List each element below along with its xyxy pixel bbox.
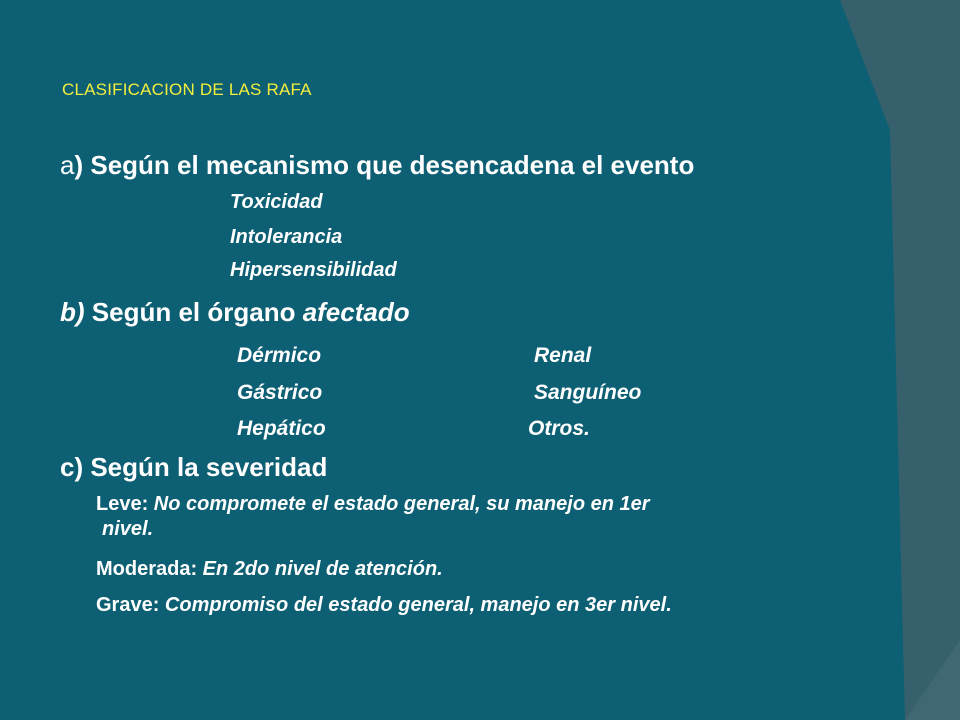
organ-item: Otros. [528, 417, 590, 440]
section-a-heading-text: ) Según el mecanismo que desencadena el evento [74, 150, 695, 180]
section-b-prefix: b) [60, 297, 85, 327]
slide-title: CLASIFICACION DE LAS RAFA [62, 80, 312, 99]
severity-description: Compromiso del estado general, manejo en 3er nivel. [159, 594, 672, 616]
organ-item: Gástrico [237, 381, 323, 404]
section-a-letter: a [60, 150, 75, 180]
severity-label: Moderada: [96, 558, 198, 580]
severity-label: Leve: [96, 493, 149, 515]
severity-grave [96, 594, 672, 617]
section-c-heading: c) Según la severidad [60, 452, 328, 482]
severity-moderada [96, 558, 443, 581]
organ-item: Hepático [237, 417, 326, 440]
section-b-heading [60, 297, 410, 328]
section-b-heading-italic: afectado [302, 297, 410, 327]
section-a-item: Intolerancia [230, 226, 343, 248]
organ-item: Renal [534, 344, 592, 367]
organ-item: Dérmico [237, 344, 322, 367]
severity-description: No compromete el estado general, su manejo en 1er [148, 493, 650, 515]
severity-leve [96, 493, 650, 516]
severity-description: En 2do nivel de atención. [197, 558, 443, 580]
section-a-heading [60, 150, 694, 181]
section-b-heading-text: Según el órgano [84, 297, 303, 327]
organ-item: Sanguíneo [534, 381, 642, 404]
severity-label: Grave: [96, 594, 160, 616]
section-a-item: Toxicidad [230, 191, 323, 213]
section-a-item: Hipersensibilidad [230, 259, 397, 281]
severity-leve-continuation: nivel. [102, 518, 154, 540]
